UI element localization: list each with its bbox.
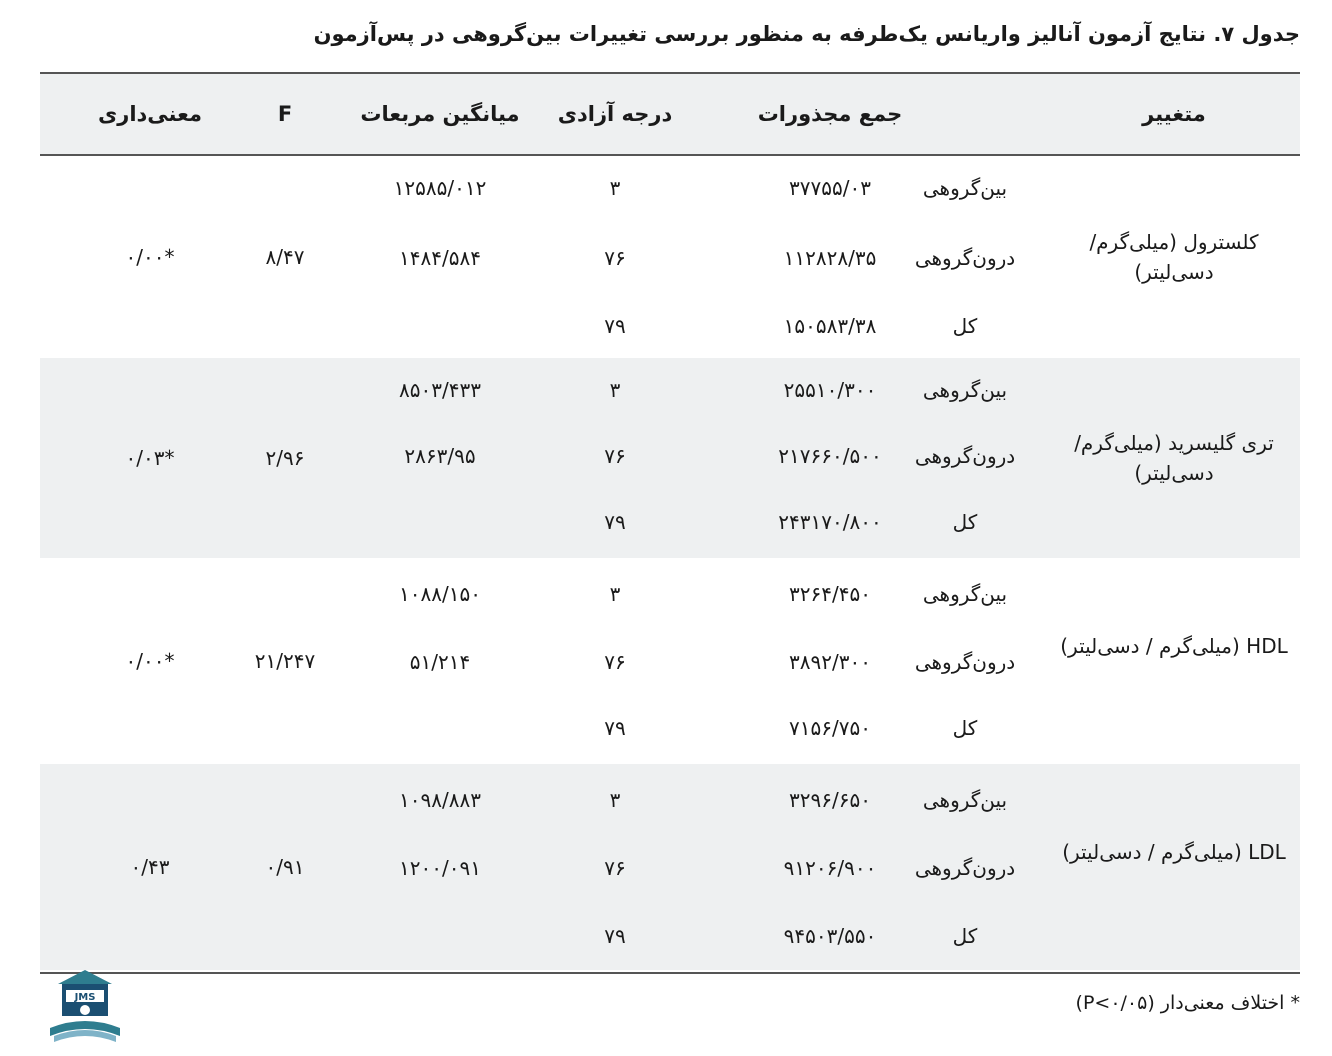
cell-source: کل (952, 716, 978, 740)
cell-ms: ۱۴۸۴/۵۸۴ (399, 246, 481, 270)
cell-ss: ۲۴۳۱۷۰/۸۰۰ (778, 510, 882, 534)
cell-df: ۷۹ (604, 314, 626, 338)
cell-ss: ۳۸۹۲/۳۰۰ (789, 650, 871, 674)
variable-name: کلسترول (میلی‌گرم/ دسی‌لیتر) (1089, 230, 1259, 284)
cell-ms: ۱۲۰۰/۰۹۱ (399, 856, 481, 880)
cell-source: بین‌گروهی (922, 378, 1008, 402)
cell-ms: ۱۲۵۸۵/۰۱۲ (393, 176, 487, 200)
cell-source: درون‌گروهی (914, 650, 1016, 674)
cell-f: ۲۱/۲۴۷ (254, 649, 316, 673)
variable-block (40, 764, 1300, 970)
cell-df: ۳ (609, 788, 621, 812)
cell-ss: ۱۱۲۸۲۸/۳۵ (783, 246, 877, 270)
cell-source: بین‌گروهی (922, 788, 1008, 812)
cell-ss: ۷۱۵۶/۷۵۰ (789, 716, 871, 740)
cell-ms: ۵۱/۲۱۴ (409, 650, 471, 674)
header-significance: معنی‌داری (98, 102, 202, 126)
cell-ms: ۱۰۹۸/۸۸۳ (399, 788, 481, 812)
cell-df: ۷۹ (604, 716, 626, 740)
cell-ss: ۲۱۷۶۶۰/۵۰۰ (778, 444, 882, 468)
variable-name: LDL (میلی‌گرم / دسی‌لیتر) (1062, 840, 1286, 864)
cell-source: کل (952, 510, 978, 534)
header-df: درجه آزادی (557, 102, 673, 126)
cell-f: ۸/۴۷ (265, 245, 305, 269)
cell-ss: ۲۵۵۱۰/۳۰۰ (783, 378, 877, 402)
cell-significance: ۰/۴۳ (130, 855, 170, 879)
cell-ss: ۹۴۵۰۳/۵۵۰ (783, 924, 877, 948)
variable-name: HDL (میلی‌گرم / دسی‌لیتر) (1060, 634, 1288, 658)
table-caption: جدول ۷. نتایج آزمون آنالیز واریانس یک‌طرفه به منظور بررسی تغییرات بین‌گروهی در پس‌آزمون (313, 22, 1300, 46)
table-header (40, 74, 1300, 156)
footnote: * اختلاف معنی‌دار (P<۰/۰۵) (1075, 992, 1300, 1014)
cell-ms: ۱۰۸۸/۱۵۰ (399, 582, 481, 606)
cell-significance: ۰/۰۰* (125, 245, 175, 269)
cell-ss: ۱۵۰۵۸۳/۳۸ (783, 314, 877, 338)
cell-df: ۳ (609, 176, 621, 200)
header-sum-squares: جمع مجذورات (757, 102, 903, 126)
cell-ss: ۳۲۶۴/۴۵۰ (789, 582, 871, 606)
logo-text: JMS (74, 992, 96, 1003)
cell-df: ۷۹ (604, 924, 626, 948)
cell-source: درون‌گروهی (914, 444, 1016, 468)
cell-f: ۰/۹۱ (265, 855, 305, 879)
cell-ss: ۳۲۹۶/۶۵۰ (789, 788, 871, 812)
cell-source: کل (952, 924, 978, 948)
variable-block (40, 558, 1300, 764)
cell-df: ۷۶ (604, 246, 626, 270)
cell-source: بین‌گروهی (922, 176, 1008, 200)
anova-table (40, 72, 1300, 974)
variable-name: تری گلیسرید (میلی‌گرم/ دسی‌لیتر) (1074, 431, 1274, 485)
cell-df: ۷۶ (604, 856, 626, 880)
cell-df: ۷۶ (604, 650, 626, 674)
cell-df: ۷۶ (604, 444, 626, 468)
cell-significance: ۰/۰۳* (125, 446, 175, 470)
cell-ms: ۲۸۶۳/۹۵ (404, 444, 476, 468)
cell-f: ۲/۹۶ (265, 446, 305, 470)
cell-source: درون‌گروهی (914, 246, 1016, 270)
cell-source: درون‌گروهی (914, 856, 1016, 880)
cell-df: ۳ (609, 378, 621, 402)
cell-ss: ۳۷۷۵۵/۰۳ (789, 176, 871, 200)
cell-source: کل (952, 314, 978, 338)
variable-block (40, 358, 1300, 558)
journal-logo-icon (40, 966, 130, 1046)
cell-source: بین‌گروهی (922, 582, 1008, 606)
cell-ss: ۹۱۲۰۶/۹۰۰ (783, 856, 877, 880)
cell-ms: ۸۵۰۳/۴۳۳ (399, 378, 481, 402)
cell-df: ۳ (609, 582, 621, 606)
variable-block (40, 156, 1300, 358)
cell-df: ۷۹ (604, 510, 626, 534)
header-variable: متغییر (1142, 102, 1206, 126)
cell-significance: ۰/۰۰* (125, 649, 175, 673)
header-f: F (277, 102, 293, 126)
header-mean-squares: میانگین مربعات (360, 102, 520, 126)
